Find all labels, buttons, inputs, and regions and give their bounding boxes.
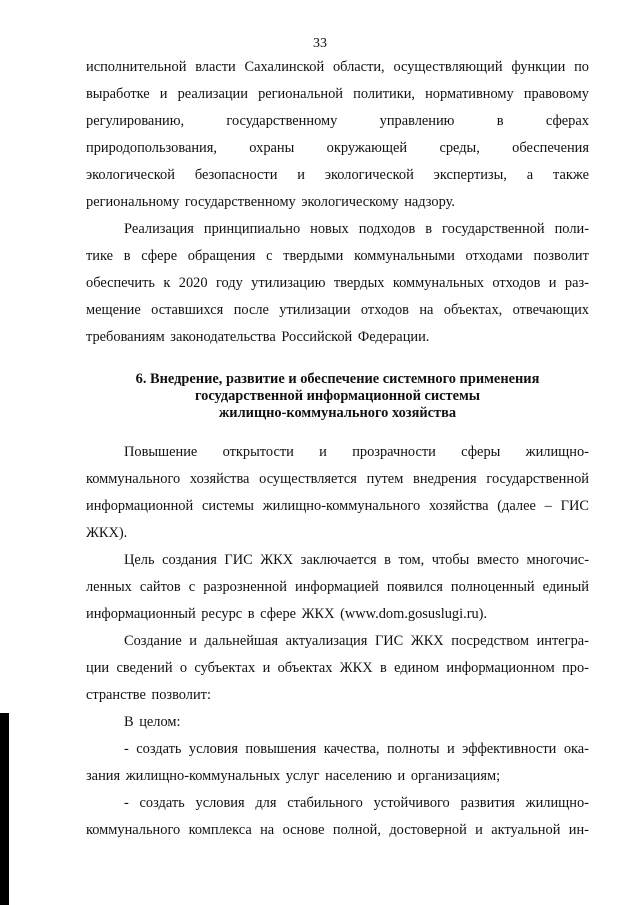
- word: актуальной: [491, 822, 561, 838]
- word: функции: [511, 59, 566, 75]
- word: объектах,: [443, 302, 503, 318]
- word: полноценный: [450, 579, 535, 595]
- word: в: [496, 113, 504, 129]
- word: создать: [139, 795, 185, 811]
- text-line: ЖКХ).: [86, 525, 128, 541]
- paragraph-integration: [86, 628, 589, 709]
- word: ин-: [568, 822, 589, 838]
- word: информацией: [295, 579, 379, 595]
- paragraph-waste-policy: [86, 216, 589, 351]
- word: 2020: [178, 275, 208, 291]
- word: единый: [542, 579, 589, 595]
- word: хозяйства: [189, 471, 250, 487]
- word: ЖКХ: [260, 552, 294, 568]
- word: раз-: [564, 275, 589, 291]
- text-line: зания жилищно-коммунальных услуг населению и организациям;: [86, 768, 501, 784]
- word: коммунального: [86, 822, 181, 838]
- list-item-stability: [86, 790, 589, 844]
- word: Сахалинской: [244, 59, 325, 75]
- word: устойчивого: [373, 795, 450, 811]
- word: про-: [562, 660, 589, 676]
- word: на: [260, 822, 275, 838]
- word: обеспечения: [512, 140, 589, 156]
- word: после: [233, 302, 269, 318]
- word: жилищно-: [525, 444, 589, 460]
- word: внедрения: [413, 471, 477, 487]
- word: году: [215, 275, 243, 291]
- word: охраны: [249, 140, 295, 156]
- word: –: [544, 498, 552, 514]
- text-line: [86, 54, 589, 81]
- word: государственному: [226, 113, 338, 129]
- word: и: [548, 275, 557, 291]
- text-line: [86, 81, 589, 108]
- list-item-quality: [86, 736, 589, 790]
- word: в: [425, 221, 433, 237]
- section-heading: [86, 371, 589, 422]
- text-line: [86, 162, 589, 189]
- word: природопользования,: [86, 140, 217, 156]
- word: осуществляющий: [393, 59, 503, 75]
- word: отвечающих: [512, 302, 589, 318]
- word: (далее: [497, 498, 536, 514]
- word: достоверной: [389, 822, 467, 838]
- word: ока-: [563, 741, 589, 757]
- word: на: [419, 302, 434, 318]
- word: актуализация: [285, 633, 368, 649]
- word: стабильного: [287, 795, 363, 811]
- text-line: региональному государственному экологическому надзору.: [86, 194, 455, 210]
- word: появился: [386, 579, 443, 595]
- word: и: [159, 86, 168, 102]
- word: ЖКХ: [410, 633, 444, 649]
- document-body: [86, 54, 589, 844]
- word: полноты: [386, 741, 440, 757]
- word: регулированию,: [86, 113, 185, 129]
- word: тике: [86, 248, 114, 264]
- word: качества,: [323, 741, 380, 757]
- word: отходами: [465, 248, 523, 264]
- text-line: странстве позволит:: [86, 687, 211, 703]
- text-line: [86, 135, 589, 162]
- word: отходов: [492, 275, 541, 291]
- word: ГИС: [560, 498, 589, 514]
- word: и: [319, 444, 327, 460]
- word: Цель: [124, 552, 155, 568]
- word: к: [163, 275, 171, 291]
- word: принципиально: [203, 221, 301, 237]
- word: информационном: [446, 660, 555, 676]
- text-line: [86, 574, 589, 601]
- word: разрозненной: [203, 579, 287, 595]
- word: для: [255, 795, 277, 811]
- word: осуществляется: [259, 471, 357, 487]
- text-line: информационный ресурс в сфере ЖКХ (www.dom.gosuslugi.ru).: [86, 606, 488, 622]
- paragraph-goal: [86, 547, 589, 628]
- word: -: [124, 795, 129, 811]
- word: обеспечить: [86, 275, 155, 291]
- word: системы: [201, 498, 254, 514]
- text-line: [86, 655, 589, 682]
- word: многочис-: [526, 552, 589, 568]
- word: позволит: [533, 248, 589, 264]
- word: чтобы: [431, 552, 470, 568]
- word: жилищно-коммунального: [262, 498, 421, 514]
- word: утилизации: [279, 302, 351, 318]
- word: исполнительной: [86, 59, 187, 75]
- word: оставшихся: [151, 302, 224, 318]
- word: вместо: [476, 552, 519, 568]
- word: сфере: [141, 248, 178, 264]
- paragraph-in-general: [86, 709, 589, 736]
- word: по: [574, 59, 589, 75]
- word: основе: [282, 822, 325, 838]
- text-line: [86, 466, 589, 493]
- word: экологической: [86, 167, 175, 183]
- text-line: [86, 216, 589, 243]
- word: сайтов: [139, 579, 181, 595]
- word: жилищно-: [525, 795, 589, 811]
- word: коммунальными: [354, 248, 455, 264]
- word: сведений: [116, 660, 173, 676]
- word: и: [446, 741, 455, 757]
- word: сферах: [545, 113, 589, 129]
- word: -: [124, 741, 129, 757]
- word: власти: [195, 59, 236, 75]
- word: эффективности: [462, 741, 557, 757]
- word: дальнейшая: [204, 633, 279, 649]
- text-line: [86, 270, 589, 297]
- text-line: [86, 817, 589, 844]
- word: Реализация: [124, 221, 194, 237]
- word: среды,: [439, 140, 480, 156]
- scan-edge-bar: [0, 713, 9, 905]
- word: реализации: [177, 86, 248, 102]
- text-line: [86, 297, 589, 324]
- word: заключается: [300, 552, 377, 568]
- text-line: [86, 790, 589, 817]
- word: выработке: [86, 86, 150, 102]
- word: утилизацию: [251, 275, 326, 291]
- word: ции: [86, 660, 110, 676]
- word: ЖКХ: [339, 660, 373, 676]
- word: области,: [332, 59, 385, 75]
- word: Повышение: [124, 444, 198, 460]
- text-line: В целом:: [124, 714, 181, 730]
- text-line: [86, 628, 589, 655]
- word: развития: [460, 795, 515, 811]
- word: в: [384, 552, 391, 568]
- word: ГИС: [224, 552, 253, 568]
- word: и: [475, 822, 483, 838]
- text-line: требованиям законодательства Российской Федерации.: [86, 329, 430, 345]
- word: создания: [162, 552, 217, 568]
- word: а: [526, 167, 534, 183]
- word: и: [262, 660, 271, 676]
- word: с: [266, 248, 273, 264]
- word: прозрачности: [352, 444, 436, 460]
- word: ГИС: [374, 633, 404, 649]
- word: субъектах: [194, 660, 256, 676]
- word: правовому: [523, 86, 589, 102]
- text-line: [86, 493, 589, 520]
- word: государственной: [486, 471, 589, 487]
- word: экспертизы,: [433, 167, 507, 183]
- word: комплекса: [188, 822, 252, 838]
- word: в: [123, 248, 131, 264]
- word: том,: [398, 552, 425, 568]
- text-line: [86, 439, 589, 466]
- word: условия: [188, 741, 238, 757]
- word: Создание: [124, 633, 182, 649]
- word: с: [188, 579, 196, 595]
- word: ленных: [86, 579, 132, 595]
- heading-line: 6. Внедрение, развитие и обеспечение системного применения: [135, 371, 540, 387]
- word: поли-: [554, 221, 589, 237]
- text-line: [86, 108, 589, 135]
- word: повышения: [245, 741, 317, 757]
- word: условия: [195, 795, 245, 811]
- word: коммунальных: [392, 275, 484, 291]
- heading-line: жилищно-коммунального хозяйства: [218, 405, 457, 421]
- word: посредством: [451, 633, 530, 649]
- word: нормативному: [425, 86, 514, 102]
- word: едином: [394, 660, 440, 676]
- word: твердых: [333, 275, 385, 291]
- text-line: [86, 243, 589, 270]
- paragraph-authority: [86, 54, 589, 216]
- word: путем: [366, 471, 404, 487]
- word: создать: [136, 741, 182, 757]
- word: безопасности: [194, 167, 278, 183]
- word: отходов: [360, 302, 409, 318]
- text-line: [86, 547, 589, 574]
- word: сферы: [461, 444, 501, 460]
- word: управлению: [379, 113, 455, 129]
- word: окружающей: [326, 140, 408, 156]
- paragraph-transparency: [86, 439, 589, 547]
- word: хозяйства: [428, 498, 489, 514]
- word: подходов: [358, 221, 416, 237]
- page-number: 33: [313, 36, 327, 51]
- text-line: [86, 736, 589, 763]
- word: коммунального: [86, 471, 181, 487]
- word: экологической: [324, 167, 414, 183]
- word: полной,: [332, 822, 381, 838]
- word: новых: [310, 221, 349, 237]
- word: обращения: [187, 248, 256, 264]
- word: государственной: [442, 221, 545, 237]
- heading-line: государственной информационной системы: [194, 388, 481, 404]
- word: интегра-: [536, 633, 589, 649]
- word: региональной: [258, 86, 344, 102]
- word: информационной: [86, 498, 194, 514]
- word: и: [189, 633, 197, 649]
- word: объектах: [277, 660, 333, 676]
- word: политики,: [353, 86, 415, 102]
- word: открытости: [222, 444, 294, 460]
- word: также: [553, 167, 589, 183]
- word: твердыми: [283, 248, 344, 264]
- word: о: [179, 660, 188, 676]
- word: в: [380, 660, 387, 676]
- word: мещение: [86, 302, 141, 318]
- word: и: [297, 167, 305, 183]
